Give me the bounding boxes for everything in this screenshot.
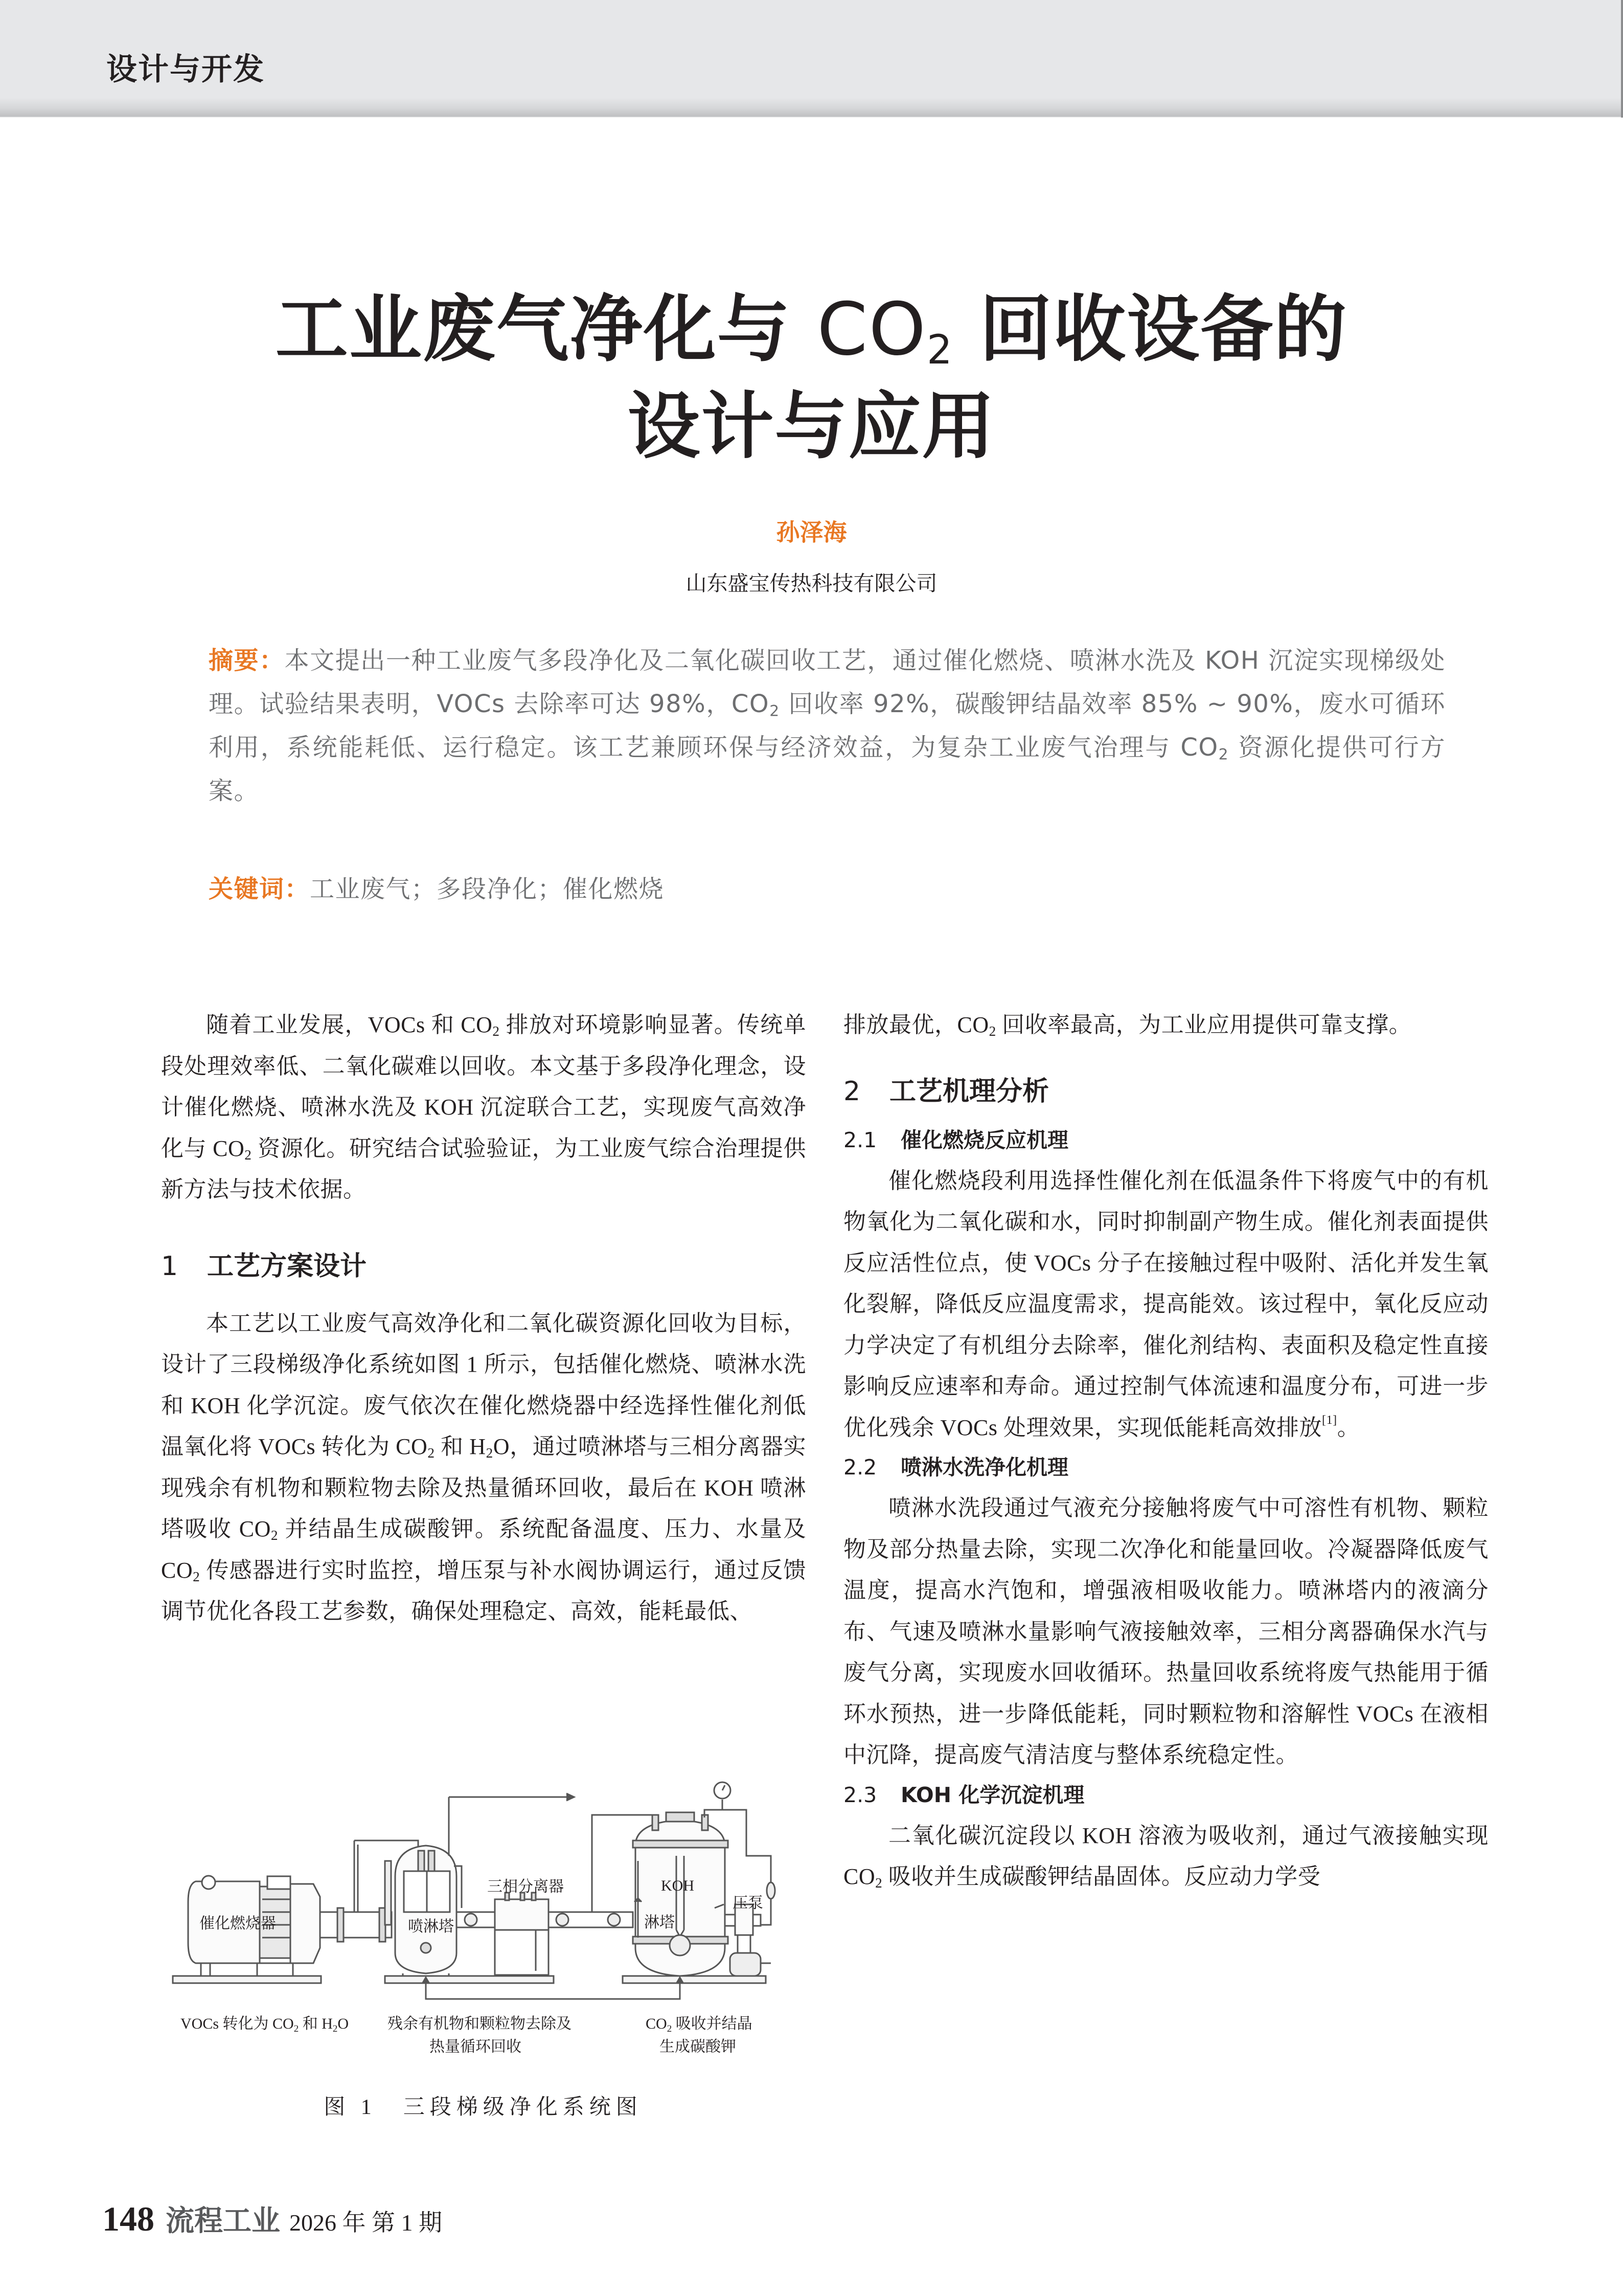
subscript: 2	[427, 1445, 435, 1461]
subscript: 2	[486, 1445, 493, 1461]
subsection-heading-2-1	[843, 1123, 1489, 1153]
stage-2-label-line-2: 热量循环回收	[429, 2038, 521, 2055]
abstract-text: 回收率 92%，碳酸钾结晶效率 85% ~ 90%，废水可循环利用，系统能耗低、运行稳定。该工艺兼顾环保与经济效益，为复杂工业废气治理与 CO	[209, 690, 1446, 762]
text: 资源化。研究结合试验验证，为工业废气综合治理提供新方法与技术依据。	[161, 1135, 807, 1202]
text: 并结晶生成碳酸钾。系统配备温度、压力、水量及 CO	[161, 1516, 807, 1583]
author-affiliation: 山东盛宝传热科技有限公司	[685, 571, 938, 596]
abstract-text: 资源化提供可行方案。	[209, 733, 1446, 805]
koh-tower-icon	[633, 1812, 728, 1976]
text: CO	[646, 2015, 667, 2032]
subsection-title: KOH 化学沉淀机理	[901, 1782, 1085, 1807]
subsection-2-3-paragraph	[843, 1815, 1489, 1898]
subsection-2-1-paragraph	[843, 1161, 1489, 1449]
keywords-text: 工业废气；多段净化；催化燃烧	[310, 875, 665, 903]
subscript: 2	[769, 702, 780, 720]
text: 吸收并生成碳酸钾结晶固体。反应动力学受	[882, 1864, 1321, 1889]
subscript: 2	[193, 1568, 200, 1584]
section-1-paragraph	[161, 1303, 806, 1632]
text: 吸收并结晶	[672, 2015, 752, 2032]
text: 和 H	[435, 1434, 486, 1459]
section-heading-1	[161, 1244, 806, 1283]
label-spray-tower: 喷淋塔	[408, 1918, 454, 1935]
text: 回收率最高，为工业应用提供可靠支撑。	[996, 1012, 1412, 1037]
subscript: 2	[667, 2024, 672, 2034]
label-three-phase-separator: 三相分离器	[487, 1878, 564, 1895]
spray-tower-base	[385, 1976, 554, 1983]
subscript: 2	[293, 2024, 299, 2034]
text: O	[337, 2015, 349, 2032]
intro-paragraph	[161, 1005, 806, 1211]
section-title: 工艺机理分析	[889, 1076, 1049, 1107]
stage-2-label-line-1: 残余有机物和颗粒物去除及	[387, 2015, 572, 2032]
subsection-title: 喷淋水洗净化机理	[901, 1455, 1068, 1480]
text: 本工艺以工业废气高效净化和二氧化碳资源化回收为目标，设计了三段梯级净化系统如图 1 所示，包括催化燃烧、喷淋水洗和 KOH 化学沉淀。废气依次在催化燃烧器中经选择性催化剂低温氧化将 VOCs 转化为 CO	[161, 1310, 806, 1459]
section-tag: 设计与开发	[106, 52, 265, 87]
subsection-number: 2.1	[843, 1127, 877, 1152]
stage-3-label-line-2: 生成碳酸钾	[659, 2038, 736, 2055]
booster-pump-icon	[725, 1904, 771, 1976]
section-heading-2	[843, 1070, 1489, 1108]
three-phase-separator-icon	[495, 1893, 548, 1975]
journal-issue: 2026 年 第 1 期	[289, 2210, 442, 2236]
title-text: 回收设备的	[953, 287, 1348, 372]
text: 排放对环境影响显著。传统单段处理效率低、二氧化碳难以回收。本文基于多段净化理念，设计催化燃烧、喷淋水洗及 KOH 沉淀联合工艺，实现废气高效净化与 CO	[161, 1012, 806, 1161]
stage-3-label-line-1	[646, 2015, 752, 2034]
figure-1-system-diagram	[168, 1774, 827, 2060]
title-text: 工业废气净化与	[275, 287, 817, 372]
abstract-label: 摘要：	[209, 646, 285, 675]
keywords	[209, 869, 664, 904]
subsection-number: 2.3	[843, 1782, 877, 1807]
page-edge-strip	[1621, 0, 1623, 118]
article-title-line-2: 设计与应用	[627, 384, 996, 469]
journal-name: 流程工业	[166, 2206, 280, 2237]
label-koh-tower: 淋塔	[644, 1914, 675, 1931]
subscript: 2	[989, 1023, 996, 1039]
label-koh: KOH	[661, 1877, 694, 1894]
right-column	[843, 1005, 1489, 1898]
text: 随着工业发展，VOCs 和 CO	[206, 1012, 493, 1037]
spray-tower-icon	[385, 1846, 456, 1976]
text: O，通过喷淋塔与三相分离器实现残余有机物和颗粒物去除及热量循环回收，最后在 KOH 喷淋塔吸收 CO	[161, 1434, 806, 1541]
label-pump: 压泵	[733, 1895, 763, 1912]
subsection-heading-2-3	[843, 1778, 1489, 1808]
page-number: 148	[102, 2199, 154, 2238]
page-footer	[102, 2198, 442, 2239]
citation-ref[interactable]: [1]	[1322, 1413, 1337, 1427]
abstract-text: 本文提出一种工业废气多段净化及二氧化碳回收工艺，通过催化燃烧、喷淋水洗及 KOH 沉淀实现梯级处理。试验结果表明，VOCs 去除率可达 98%，CO	[209, 646, 1446, 718]
subscript: 2	[270, 1527, 278, 1543]
koh-tower-base	[623, 1976, 766, 1983]
label-catalytic-burner: 催化燃烧器	[199, 1915, 276, 1932]
burner-base	[173, 1976, 321, 1983]
left-column	[161, 1005, 806, 1632]
subsection-2-2-paragraph: 喷淋水洗段通过气液充分接触将废气中可溶性有机物、颗粒物及部分热量去除，实现二次净化和能量回收。冷凝器降低废气温度，提高水汽饱和，增强液相吸收能力。喷淋塔内的液滴分布、气速及喷淋水量影响气液接触效率，三相分离器确保水汽与废气分离，实现废水回收循环。热量回收系统将废气热能用于循环水预热，进一步降低能耗，同时颗粒物和溶解性 VOCs 在液相中沉降，提高废气清洁度与整体系统稳定性。	[843, 1495, 1489, 1767]
subscript: 2	[1218, 745, 1229, 764]
text: 二氧化碳沉淀段以 KOH 溶液为吸收剂，通过气液接触实现 CO	[843, 1823, 1489, 1889]
author-name: 孙泽海	[776, 518, 847, 546]
continued-paragraph	[843, 1005, 1489, 1046]
subscript: 2	[244, 1147, 252, 1163]
keywords-label: 关键词：	[209, 875, 310, 903]
subscript: 2	[875, 1875, 883, 1891]
subsection-number: 2.2	[843, 1455, 877, 1480]
section-title: 工艺方案设计	[207, 1251, 367, 1282]
text: 和 H	[299, 2015, 333, 2032]
section-number: 2	[843, 1076, 861, 1107]
section-number: 1	[161, 1251, 178, 1282]
text: 传感器进行实时监控，增压泵与补水阀协调运行，通过反馈调节优化各段工艺参数，确保处理稳定、高效，能耗最低、	[161, 1557, 806, 1624]
text: 催化燃烧段利用选择性催化剂在低温条件下将废气中的有机物氧化为二氧化碳和水，同时抑制副产物生成。催化剂表面提供反应活性位点，使 VOCs 分子在接触过程中吸附、活化并发生氧化裂解，降低反应温度需求，提高能效。该过程中，氧化反应动力学决定了有机组分去除率，催化剂结构、表面积及稳定性直接影响反应速率和寿命。通过控制气体流速和温度分布，可进一步优化残余 VOCs 处理效果，实现低能耗高效排放	[843, 1168, 1489, 1440]
subscript: 2	[332, 2024, 338, 2034]
subscript: 2	[492, 1023, 500, 1039]
stage-1-label	[180, 2015, 349, 2034]
text: 。	[1337, 1415, 1360, 1440]
title-subscript: 2	[927, 327, 953, 373]
subsection-heading-2-2	[843, 1450, 1489, 1481]
abstract	[209, 639, 1446, 813]
text: 排放最优，CO	[843, 1012, 989, 1037]
title-co2: CO	[817, 287, 927, 372]
subsection-title: 催化燃烧反应机理	[901, 1127, 1068, 1152]
article-title-line-1	[0, 271, 1623, 375]
text: VOCs 转化为 CO	[180, 2015, 294, 2032]
figure-caption: 图 1 三段梯级净化系统图	[324, 2096, 643, 2119]
